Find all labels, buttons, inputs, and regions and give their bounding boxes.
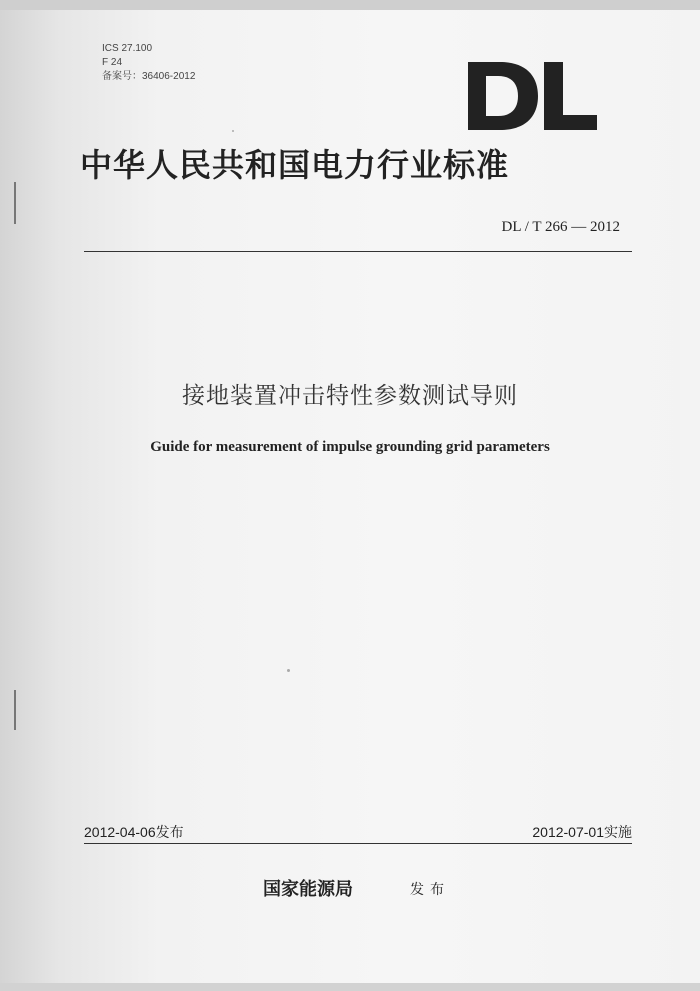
dl-logo-letter-d [468,62,538,130]
classification-block [102,42,195,84]
document-title-en: Guide for measurement of impulse grounding grid parameters [150,439,550,455]
scan-edge-bottom [0,983,700,991]
publish-label: 发布 [410,882,450,898]
binding-mark [14,690,16,730]
scan-edge-top [0,0,700,10]
implementation-date: 2012-07-01实施 [532,824,632,840]
issue-date: 2012-04-06发布 [84,824,184,840]
publisher-name: 国家能源局 [263,879,353,900]
category-code: F 24 [102,57,123,68]
bottom-rule [84,843,632,844]
filing-number: 备案号：36406-2012 [102,71,196,82]
document-title-cn: 接地装置冲击特性参数测试导则 [182,383,518,409]
dl-logo-letter-l [544,62,597,130]
ics-code: ICS 27.100 [102,43,153,54]
scan-speck [287,669,290,672]
scan-speck [232,130,234,132]
binding-mark [14,182,16,224]
standard-number: DL / T 266 — 2012 [501,219,620,235]
dl-logo [466,60,598,132]
top-rule [84,251,632,252]
standard-type-title: 中华人民共和国电力行业标准 [80,146,510,184]
